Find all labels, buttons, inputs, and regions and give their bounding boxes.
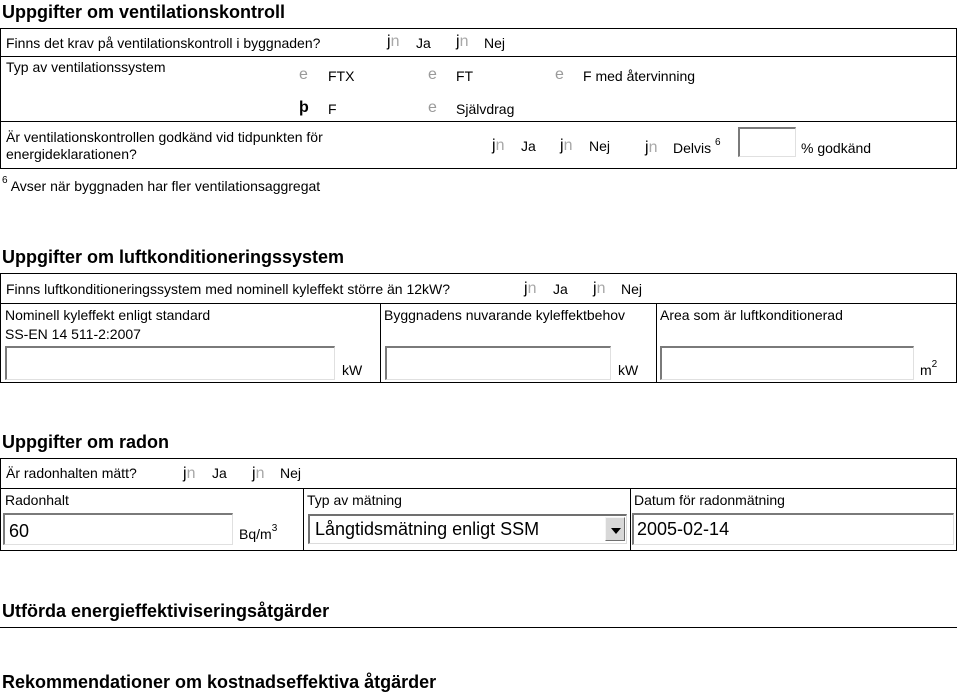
- ventilation-approved-partly-radio[interactable]: jn: [645, 139, 658, 156]
- vent-row-divider-1: [0, 56, 957, 57]
- ac-heading: Uppgifter om luftkonditioneringssystem: [2, 247, 345, 267]
- radon-date-label: Datum för radonmätning: [634, 492, 785, 508]
- ventilation-requirement-yes-radio[interactable]: jn: [387, 33, 400, 50]
- radon-yes-radio[interactable]: jn: [183, 465, 196, 482]
- radon-yes-label: Ja: [212, 465, 227, 481]
- ac-unit-m2: $m^2$: [920, 359, 938, 378]
- ac-col-divider-2: [656, 303, 657, 383]
- radon-measurement-type-select[interactable]: [308, 514, 627, 544]
- ac-no-label: Nej: [621, 281, 643, 297]
- ventilation-requirement-no-radio[interactable]: jn: [456, 33, 469, 50]
- vent-type-ftx-checkbox[interactable]: e: [299, 66, 308, 83]
- ac-box-top: [0, 273, 957, 274]
- vent-type-frecovery-checkbox[interactable]: e: [555, 66, 564, 83]
- ac-row-divider: [0, 303, 957, 304]
- ac-col1-label-line1: Nominell kyleffekt enligt standard: [5, 307, 211, 323]
- ac-no-radio[interactable]: jn: [593, 280, 606, 297]
- ac-col1-label-line2: SS-EN 14 511-2:2007: [5, 326, 141, 342]
- ventilation-requirement-yes-label: Ja: [416, 35, 431, 51]
- radon-col-divider-2: [630, 488, 631, 551]
- radon-no-radio[interactable]: jn: [252, 465, 265, 482]
- ac-col-divider-1: [380, 303, 381, 383]
- radon-level-field[interactable]: [3, 513, 233, 545]
- vent-box-left: [0, 28, 1, 169]
- radon-level-label: Radonhalt: [5, 492, 69, 508]
- vent-box-right: [956, 28, 957, 169]
- vent-box-top: [0, 28, 957, 29]
- measures-divider: [0, 627, 957, 628]
- radon-level-unit: $Bq/m^3$: [239, 523, 278, 542]
- vent-type-ft-label: FT: [456, 68, 474, 84]
- ac-unit-kw-1: kW: [342, 362, 363, 378]
- ventilation-percent-unit: % godkänd: [801, 140, 872, 156]
- vent-type-ftx-label: FTX: [328, 68, 355, 84]
- vent-type-f-checkbox[interactable]: þ: [299, 99, 309, 116]
- radon-question: Är radonhalten mätt?: [6, 465, 137, 481]
- ventilation-approved-yes-label: Ja: [521, 138, 536, 154]
- radon-level-value: 60: [9, 521, 30, 541]
- ac-yes-radio[interactable]: jn: [524, 280, 537, 297]
- ventilation-footnote: $^6$ Avser när byggnaden har fler ventilationsaggregat: [2, 175, 321, 194]
- ac-unit-kw-2: kW: [618, 362, 639, 378]
- chevron-down-icon[interactable]: [605, 517, 625, 541]
- ac-box-bottom: [0, 382, 957, 383]
- vent-type-natural-checkbox[interactable]: e: [428, 99, 437, 116]
- ac-current-cooling-demand-field[interactable]: [385, 346, 611, 380]
- recommendations-heading: Rekommendationer om kostnadseffektiva åtgärder: [2, 672, 437, 692]
- ac-conditioned-area-field[interactable]: [660, 346, 914, 380]
- ventilation-approved-partly-label: Delvis $^6$: [673, 137, 721, 156]
- vent-type-frecovery-label: F med återvinning: [583, 68, 696, 84]
- ventilation-requirement-no-label: Nej: [484, 35, 506, 51]
- radon-measurement-type-label: Typ av mätning: [307, 492, 402, 508]
- partly-footnote-ref: 6: [715, 137, 721, 149]
- vent-type-f-label: F: [328, 101, 337, 117]
- ventilation-approved-no-label: Nej: [589, 138, 611, 154]
- vent-type-ft-checkbox[interactable]: e: [428, 66, 437, 83]
- vent-box-bottom: [0, 168, 957, 169]
- ac-box-right: [956, 273, 957, 383]
- radon-box-right: [956, 458, 957, 551]
- ventilation-approved-no-radio[interactable]: jn: [560, 137, 573, 154]
- ac-nominal-cooling-field[interactable]: [5, 346, 335, 380]
- ventilation-requirement-question: Finns det krav på ventilationskontroll i byggnaden?: [6, 35, 321, 51]
- ventilation-system-type-label: Typ av ventilationssystem: [6, 59, 166, 75]
- radon-date-value: 2005-02-14: [637, 519, 730, 539]
- radon-box-top: [0, 458, 957, 459]
- radon-measurement-type-value: Långtidsmätning enligt SSM: [315, 519, 540, 539]
- radon-row-divider: [0, 488, 957, 489]
- vent-row-divider-2: [0, 121, 957, 122]
- ventilation-approved-question-line1: Är ventilationskontrollen godkänd vid tidpunkten för: [6, 129, 323, 145]
- ventilation-percent-approved-field[interactable]: [738, 127, 796, 157]
- vent-type-natural-label: Självdrag: [456, 101, 515, 117]
- radon-no-label: Nej: [280, 465, 302, 481]
- ventilation-heading: Uppgifter om ventilationskontroll: [2, 2, 286, 22]
- ac-col2-label: Byggnadens nuvarande kyleffektbehov: [384, 307, 626, 323]
- radon-col-divider-1: [303, 488, 304, 551]
- ventilation-approved-question-line2: energideklarationen?: [6, 146, 137, 162]
- ac-col3-label: Area som är luftkonditionerad: [660, 307, 843, 323]
- ac-question: Finns luftkonditioneringssystem med nominell kyleffekt större än 12kW?: [6, 281, 451, 297]
- radon-heading: Uppgifter om radon: [2, 432, 169, 452]
- completed-measures-heading: Utförda energieffektiviseringsåtgärder: [2, 601, 330, 621]
- radon-date-field[interactable]: [632, 513, 954, 545]
- radon-box-left: [0, 458, 1, 551]
- ventilation-approved-yes-radio[interactable]: jn: [492, 137, 505, 154]
- ac-box-left: [0, 273, 1, 383]
- ac-yes-label: Ja: [553, 281, 568, 297]
- radon-box-bottom: [0, 550, 957, 551]
